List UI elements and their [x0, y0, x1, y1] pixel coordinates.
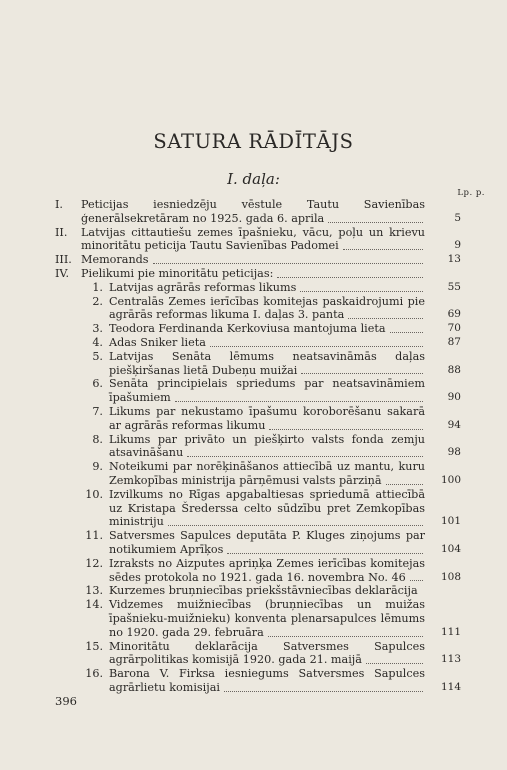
toc-entry-page: 94 [447, 418, 461, 431]
toc-entry-title: Pielikumi pie minoritātu peticijas: [81, 266, 274, 280]
toc-entry [55, 350, 461, 378]
toc-entry [55, 267, 461, 281]
toc-entry [55, 198, 461, 226]
toc-entry-title: Izvilkums no Rīgas apgabaltiesas spriedumā attiecībā uz Kristapa Šrederssa celto sūdzību pret Zemkopības ministriju [109, 487, 425, 529]
toc-entry [55, 377, 461, 405]
toc-entry [55, 584, 461, 598]
toc-entry-title: Senāta principielais spriedums par neatsavināmiem īpašumiem [109, 377, 425, 405]
toc-entry-title: Minoritātu deklarācija Satversmes Sapulces agrārpolitikas komisijā 1920. gada 21. maijā [109, 639, 425, 667]
toc-entry-page: 98 [447, 446, 461, 459]
toc-entry-number: 1. [92, 280, 103, 294]
toc-entry-title: Kurzemes bruņniecības priekšstāvniecības deklarācija [109, 584, 418, 598]
toc-entry-number: 11. [85, 529, 103, 543]
toc-entry [55, 488, 461, 529]
toc-entry-page: 108 [440, 570, 461, 583]
dot-leader [328, 221, 423, 223]
toc-entry [55, 598, 461, 639]
dot-leader [348, 317, 423, 319]
dot-leader [168, 524, 423, 526]
toc-entry-number: 7. [92, 404, 103, 418]
toc-entry-title: Latvijas cittautiešu zemes īpašnieku, vācu, poļu un krievu minoritātu peticija Tautu Savienības Padomei [81, 225, 425, 253]
toc-entry-title: Centralās Zemes ierīcības komitejas paskaidrojumi pie agrārās reformas likuma I. daļas 3. panta [109, 294, 425, 322]
dot-leader [366, 662, 423, 664]
toc-entry-page: 9 [454, 239, 461, 252]
toc-entry-page: 101 [440, 515, 461, 528]
toc-entry [55, 405, 461, 433]
toc-entry [55, 433, 461, 461]
toc-entry-number: 10. [85, 487, 103, 501]
toc-entry-number: 9. [92, 460, 103, 474]
toc-entry-number: 6. [92, 377, 103, 391]
part-heading: I. daļa: [227, 170, 280, 188]
toc-entry-number: 8. [92, 432, 103, 446]
toc-entry-title: Izraksts no Aizputes apriņķa Zemes ierīcības komitejas sēdes protokola no 1921. gada 16. novembra No. 46 [109, 556, 425, 584]
toc-entry-page: 90 [447, 391, 461, 404]
toc-entry [55, 322, 461, 336]
toc-entry-title: Vidzemes muižniecības (bruņniecības un muižas īpašnieku-muižnieku) konventa plenarsapulces lēmums no 1920. gada 29. februāra [109, 598, 425, 639]
toc-entry-page: 114 [440, 680, 461, 693]
toc-entry-number: IV. [55, 266, 70, 280]
dot-leader [301, 372, 423, 374]
toc-entry-title: Latvijas Senāta lēmums neatsavināmās daļas piešķiršanas lietā Dubeņu muižai [109, 349, 425, 377]
toc-entry-number: 13. [85, 584, 103, 598]
toc-entry-page: 113 [440, 653, 461, 666]
toc-entry-title: Adas Sniker lieta [109, 335, 206, 349]
dot-leader [277, 276, 423, 278]
dot-leader [386, 483, 423, 485]
toc-entry-number: 5. [92, 349, 103, 363]
toc-entry-number: 15. [85, 639, 103, 653]
page-title: SATURA RĀDĪTĀJS [153, 130, 354, 153]
toc-entry-title: Barona V. Firksa iesniegums Satversmes Sapulces agrārlietu komisijai [109, 667, 425, 694]
toc-entry-page: 111 [440, 625, 461, 638]
dot-leader [153, 262, 423, 264]
toc-entry-page: 100 [440, 473, 461, 486]
toc-entry-title: Latvijas agrārās reformas likums [109, 280, 297, 294]
dot-leader [300, 290, 423, 292]
toc-entry-number: 3. [92, 322, 103, 336]
toc-entry-number: III. [55, 253, 72, 267]
dot-leader [269, 428, 423, 430]
page-column-header: Lp. p. [457, 188, 485, 198]
page-number: 396 [55, 694, 77, 708]
toc-entry-number: 12. [85, 556, 103, 570]
dot-leader [187, 455, 423, 457]
toc-entry-page: 13 [447, 253, 461, 266]
toc-entry-number: 16. [85, 667, 103, 681]
toc-entry-number: I. [55, 198, 63, 211]
toc-entry [55, 253, 461, 267]
toc-entry [55, 336, 461, 350]
toc-entry [55, 460, 461, 488]
toc-entry [55, 640, 461, 668]
toc-entry [55, 667, 461, 695]
toc-entry-title: Noteikumi par norēķināšanos attiecībā uz mantu, kuru Zemkopības ministrija pārņēmusi valsts pārziņā [109, 460, 425, 487]
toc-entry-page: 55 [447, 280, 461, 293]
dot-leader [343, 248, 423, 250]
toc-entry-title: Memorands [81, 253, 149, 267]
toc-entry-number: 2. [92, 294, 103, 308]
dot-leader [210, 345, 423, 347]
toc-entry-number: 14. [85, 598, 103, 612]
toc-entry [55, 295, 461, 323]
toc-entry-page: 70 [447, 322, 461, 335]
dot-leader [268, 635, 423, 637]
toc-entry [55, 281, 461, 295]
toc-entry-page: 69 [447, 308, 461, 321]
toc-entry-page: 88 [447, 363, 461, 376]
toc-entry-page: 5 [454, 211, 461, 224]
toc-entry [55, 557, 461, 585]
dot-leader [410, 579, 423, 581]
toc-entry [55, 529, 461, 557]
toc-entry-page: 87 [447, 335, 461, 348]
toc-entry [55, 226, 461, 254]
toc-entry-title: Teodora Ferdinanda Kerkoviusa mantojuma lieta [109, 322, 386, 336]
toc-entry-title: Satversmes Sapulces deputāta P. Kluges ziņojums par notikumiem Aprīķos [109, 529, 425, 556]
dot-leader [175, 400, 423, 402]
toc-entry-title: Likums par nekustamo īpašumu koroborēšanu sakarā ar agrārās reformas likumu [109, 404, 425, 432]
toc-entry-page: 104 [440, 542, 461, 555]
toc-entry-title: Likums par privāto un piešķirto valsts fonda zemju atsavināšanu [109, 432, 425, 460]
dot-leader [227, 552, 423, 554]
toc-entry-number: II. [55, 225, 68, 239]
table-of-contents [55, 198, 461, 695]
dot-leader [224, 690, 423, 692]
dot-leader [390, 331, 423, 333]
toc-entry-number: 4. [92, 335, 103, 349]
toc-entry-title: Peticijas iesniedzēju vēstule Tautu Savienības ģenerālsekretāram no 1925. gada 6. aprila [81, 198, 425, 225]
